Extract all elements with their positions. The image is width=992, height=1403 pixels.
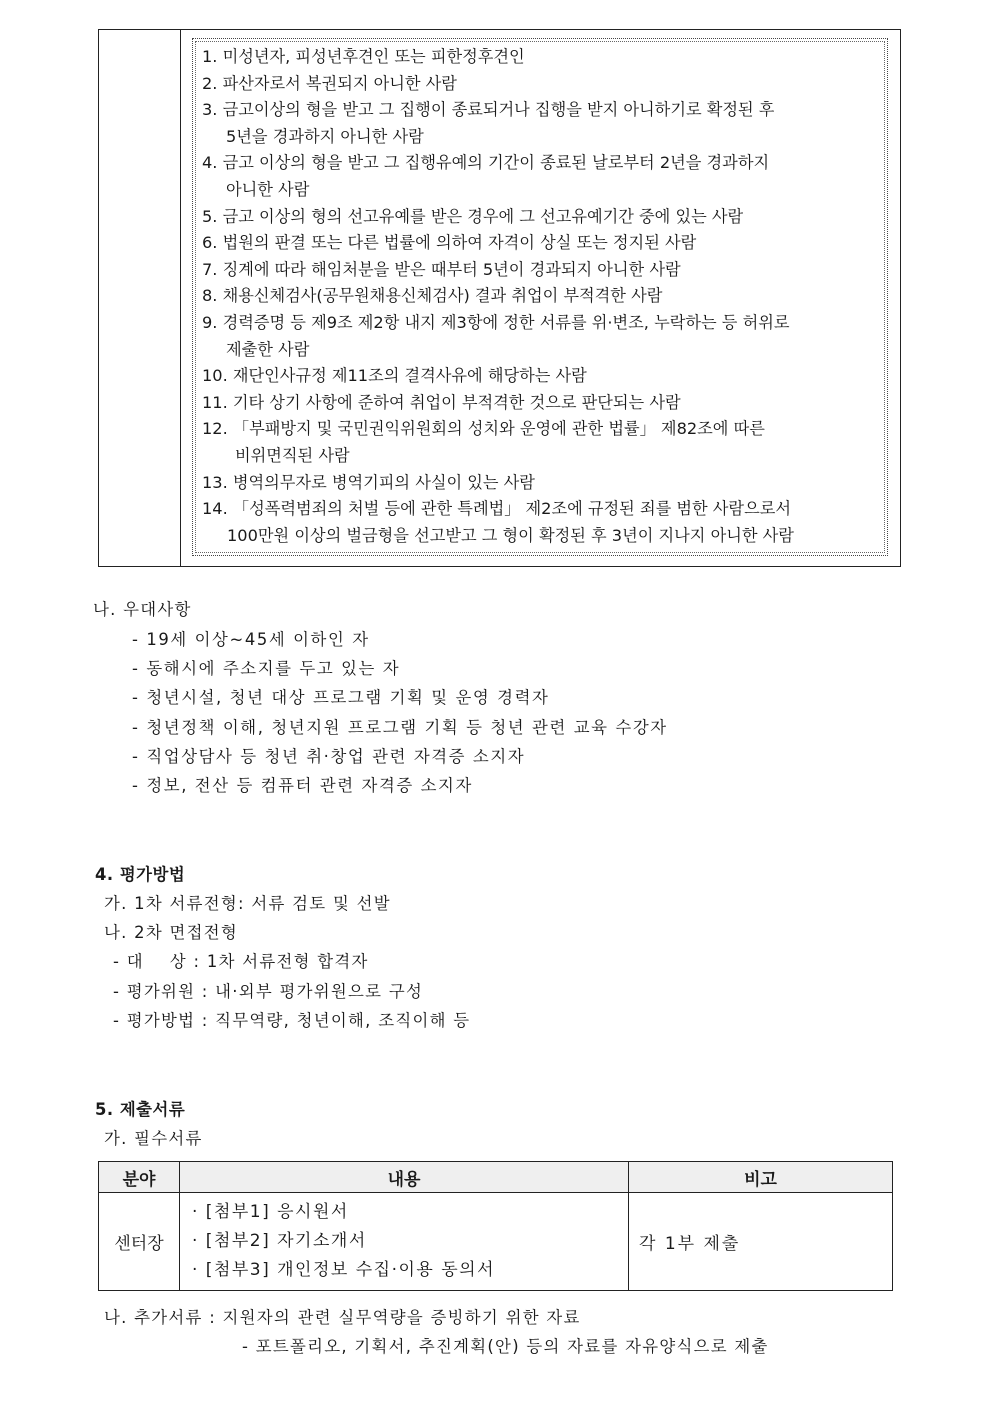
disqualification-item: 14. 「성폭력범죄의 처벌 등에 관한 특례법」 제2조에 규정된 죄를 범한 사람으로서: [202, 499, 791, 519]
disqualification-item: 2. 파산자로서 복권되지 아니한 사람: [202, 73, 457, 93]
evaluation-item: - 평가위원 : 내·외부 평가위원으로 구성: [113, 982, 424, 1001]
disqualification-table: [98, 29, 901, 567]
additional-docs-detail: - 포트폴리오, 기획서, 추진계획(안) 등의 자료를 자유양식으로 제출: [242, 1337, 769, 1356]
preference-item: - 19세 이상~45세 이하인 자: [132, 630, 370, 649]
disqualification-item: 1. 미성년자, 피성년후견인 또는 피한정후견인: [202, 47, 525, 66]
preference-item: - 동해시에 주소지를 두고 있는 자: [132, 659, 401, 678]
content-item: · [첨부2] 자기소개서: [192, 1231, 367, 1251]
disqualification-label-cell: [99, 30, 181, 566]
preference-item: - 청년정책 이해, 청년지원 프로그램 기획 등 청년 관련 교육 수강자: [132, 718, 668, 737]
disqualification-item-continuation: 5년을 경과하지 아니한 사람: [226, 126, 424, 146]
documents-heading: 5. 제출서류: [95, 1100, 186, 1119]
evaluation-item: - 대 상 : 1차 서류전형 합격자: [113, 952, 369, 971]
disqualification-item: 4. 금고 이상의 형을 받고 그 집행유예의 기간이 종료된 날로부터 2년을 경과하지: [202, 153, 770, 173]
additional-docs: 나. 추가서류 : 지원자의 관련 실무역량을 증빙하기 위한 자료: [104, 1308, 581, 1327]
preference-heading: 나. 우대사항: [93, 600, 192, 619]
evaluation-item: - 평가방법 : 직무역량, 청년이해, 조직이해 등: [113, 1011, 471, 1030]
header-note: 비고: [629, 1162, 893, 1193]
required-docs-heading: 가. 필수서류: [104, 1129, 203, 1148]
disqualification-item: 6. 법원의 판결 또는 다른 법률에 의하여 자격이 상실 또는 정지된 사람: [202, 233, 697, 253]
disqualification-item: 7. 징계에 따라 해임처분을 받은 때부터 5년이 경과되지 아니한 사람: [202, 259, 681, 279]
header-field: 분야: [99, 1162, 180, 1193]
content-item: · [첨부3] 개인정보 수집·이용 동의서: [192, 1260, 495, 1280]
field-cell: 센터장: [99, 1193, 180, 1291]
disqualification-item-continuation: 제출한 사람: [226, 339, 310, 359]
contents-cell: [180, 1193, 629, 1291]
disqualification-item-continuation: 아니한 사람: [226, 179, 310, 199]
disqualification-item: 10. 재단인사규정 제11조의 결격사유에 해당하는 사람: [202, 366, 587, 386]
disqualification-item: 8. 채용신체검사(공무원채용신체검사) 결과 취업이 부적격한 사람: [202, 286, 663, 306]
preference-item: - 정보, 전산 등 컴퓨터 관련 자격증 소지자: [132, 776, 473, 795]
content-item: · [첨부1] 응시원서: [192, 1202, 349, 1222]
disqualification-item: 13. 병역의무자로 병역기피의 사실이 있는 사람: [202, 472, 535, 492]
preference-item: - 직업상담사 등 청년 취·창업 관련 자격증 소지자: [132, 747, 526, 766]
evaluation-stage2: 나. 2차 면접전형: [104, 923, 239, 942]
disqualification-item: 12. 「부패방지 및 국민권익위원회의 성치와 운영에 관한 법률」 제82조에 따른: [202, 419, 765, 439]
disqualification-item: 3. 금고이상의 형을 받고 그 집행이 종료되거나 집행을 받지 아니하기로 확정된 후: [202, 100, 775, 120]
disqualification-item: 11. 기타 상기 사항에 준하여 취업이 부적격한 것으로 판단되는 사람: [202, 392, 681, 412]
evaluation-heading: 4. 평가방법: [95, 865, 186, 884]
evaluation-stage1: 가. 1차 서류전형: 서류 검토 및 선발: [104, 894, 391, 913]
disqualification-item: 5. 금고 이상의 형의 선고유예를 받은 경우에 그 선고유예기간 중에 있는 사람: [202, 206, 744, 226]
documents-table: [98, 1161, 893, 1291]
preference-item: - 청년시설, 청년 대상 프로그램 기획 및 운영 경력자: [132, 688, 550, 707]
note-cell: 각 1부 제출: [629, 1193, 893, 1291]
disqualification-list: [202, 44, 892, 549]
header-content: 내용: [180, 1162, 629, 1193]
disqualification-item: 9. 경력증명 등 제9조 제2항 내지 제3항에 정한 서류를 위·변조, 누락하는 등 허위로: [202, 312, 790, 332]
disqualification-item-continuation: 비위면직된 사람: [235, 445, 350, 465]
disqualification-item-continuation: 100만원 이상의 벌금형을 선고받고 그 형이 확정된 후 3년이 지나지 아니한 사람: [227, 525, 794, 545]
